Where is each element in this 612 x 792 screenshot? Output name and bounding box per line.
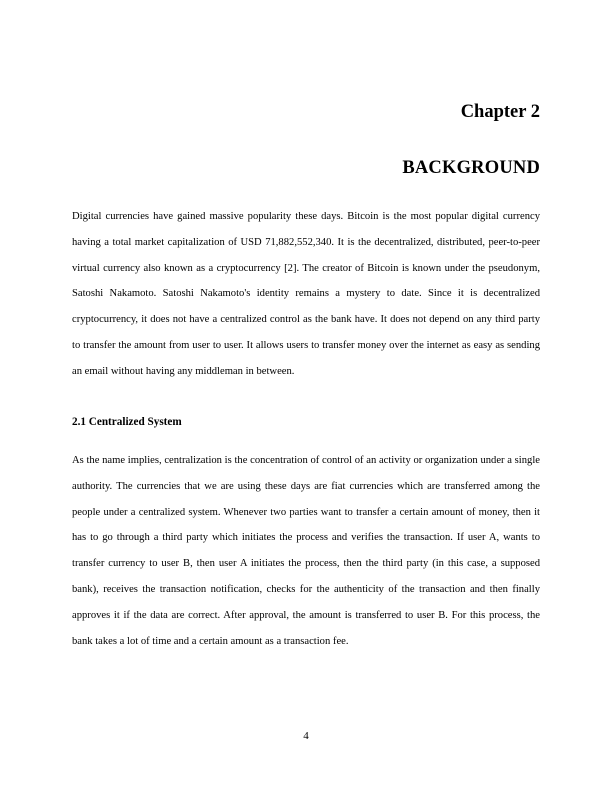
chapter-label: Chapter 2 bbox=[460, 102, 540, 122]
section-heading: 2.1 Centralized System bbox=[72, 416, 182, 428]
page-number: 4 bbox=[303, 730, 309, 742]
intro-paragraph: Digital currencies have gained massive popularity these days. Bitcoin is the most popular digital currency having a total market capitalization of USD 71,882,552,340. It is the decentralized, distributed, peer-to-peer virtual currency also known as a cryptocurrency [2]. The creator of Bitcoin is known under the pseudonym, Satoshi Nakamoto. Satoshi Nakamoto's identity remains a mystery to date. Since it is decentralized cryptocurrency, it does not have a centralized control as the bank have. It does not depend on any third party to transfer the amount from user to user. It allows users to transfer money over the internet as easy as sending an email without having any middleman in between. bbox=[72, 211, 540, 377]
section-paragraph: As the name implies, centralization is the concentration of control of an activity or organization under a single authority. The currencies that we are using these days are fiat currencies which are transferred among the people under a centralized system. Whenever two parties want to transfer a certain amount of money, then it has to go through a third party which initiates the process and verifies the transaction. If user A, wants to transfer currency to user B, then user A initiates the process, then the third party (in this case, a supposed bank), receives the transaction notification, checks for the authenticity of the transaction and then finally approves it if the data are correct. After approval, the amount is transferred to user B. For this process, the bank takes a lot of time and a certain amount as a transaction fee. bbox=[72, 455, 540, 647]
chapter-title: BACKGROUND bbox=[402, 158, 540, 178]
